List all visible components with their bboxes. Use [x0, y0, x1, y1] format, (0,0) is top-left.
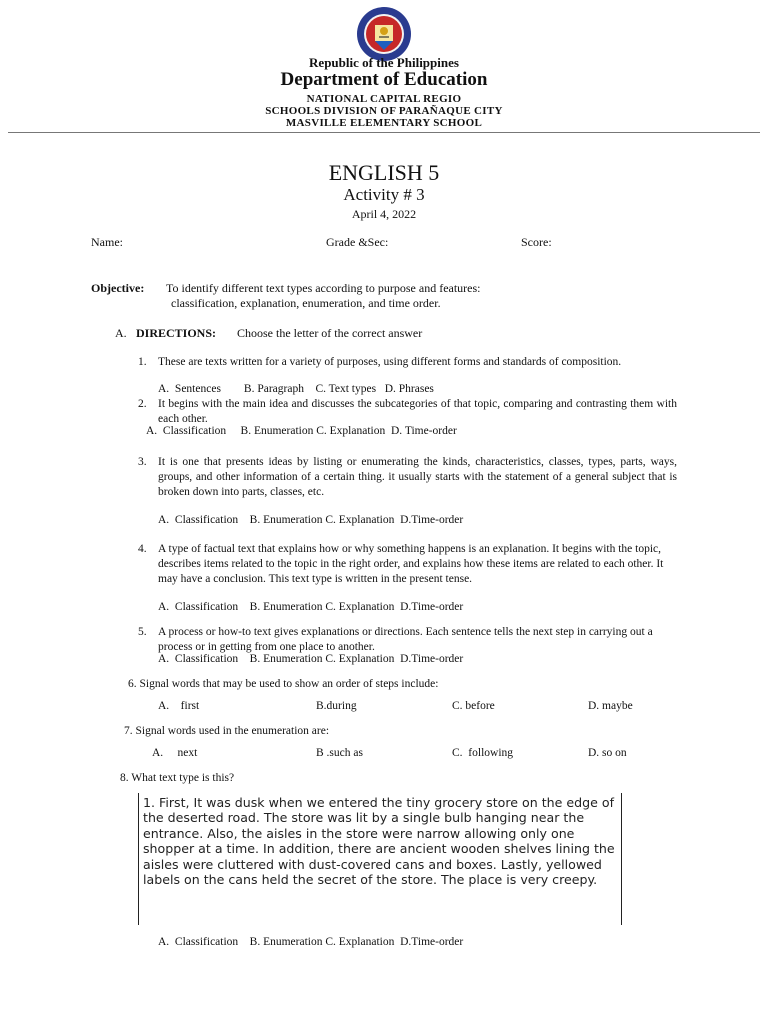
option-c: C. following	[452, 747, 514, 759]
page-title: ENGLISH 5	[328, 160, 440, 185]
name-field-label: Name:	[91, 235, 123, 249]
option-a: A. next	[152, 747, 198, 759]
division-line: SCHOOLS DIVISION OF PARAÑAQUE CITY	[265, 105, 503, 117]
passage-box: 1. First, It was dusk when we entered the tiny grocery store on the edge of the deserted road. The store was lit by a single bulb hanging near the entrance. Also, the aisles in the store were narrow allowing only one shopper at a time. In addition, there are ancient wooden shelves lining the aisles were cluttered with dust-covered cans and boxes. Lastly, yellowed labels on the cans held the secret of the store. The place is very creepy.	[138, 793, 622, 925]
option-b: B .such as	[316, 747, 363, 759]
answer-options: A. Classification B. Enumeration C. Explanation D.Time-order	[158, 601, 464, 613]
question-text: It is one that presents ideas by listing or enumerating the kinds, characteristics, classes, types, parts, ways, groups, and other information of a certain thing. it usually starts with the statement of a general subject that is broken down into parts, classes, etc.	[158, 456, 677, 498]
answer-options: A. Sentences B. Paragraph C. Text types D. Phrases	[158, 383, 434, 395]
question-number: 1.	[138, 356, 147, 368]
directions-label: DIRECTIONS:	[136, 326, 217, 340]
option-b: B.during	[316, 700, 357, 712]
department-name: Department of Education	[280, 69, 488, 90]
directions-marker: A.	[115, 326, 127, 340]
grade-field-label: Grade &Sec:	[326, 235, 389, 249]
answer-options: A. Classification B. Enumeration C. Explanation D.Time-order	[158, 514, 464, 526]
question-text: A type of factual text that explains how or why something happens is an explanation. It begins with the topic, describes items related to the topic in the right order, and explains how these items are related to each other. It may have a conclusion. This text type is written in the present tense.	[158, 543, 664, 585]
activity-label: Activity # 3	[343, 185, 425, 204]
republic-line: Republic of the Philippines	[309, 55, 459, 70]
question-text: It begins with the main idea and discusses the subcategories of that topic, comparing and contrasting them with each other.	[158, 398, 677, 425]
question-number: 5.	[138, 626, 147, 638]
question-number: 2.	[138, 398, 147, 410]
question-text: These are texts written for a variety of purposes, using different forms and standards of composition.	[158, 356, 622, 368]
option-c: C. before	[452, 700, 495, 712]
directions-text: Choose the letter of the correct answer	[237, 326, 423, 340]
question-text: 6. Signal words that may be used to show an order of steps include:	[128, 678, 439, 690]
school-line: MASVILLE ELEMENTARY SCHOOL	[285, 117, 483, 129]
activity-date: April 4, 2022	[351, 207, 417, 221]
option-d: D. maybe	[588, 700, 633, 712]
objective-text-line1: To identify different text types according to purpose and features:	[166, 281, 481, 295]
answer-options: A. Classification B. Enumeration C. Explanation D. Time-order	[146, 425, 457, 437]
question-text: 7. Signal words used in the enumeration are:	[124, 725, 330, 737]
question-text: 8. What text type is this?	[120, 772, 235, 784]
question-text: A process or how-to text gives explanations or directions. Each sentence tells the next step in carrying out a process or in getting from one place to another.	[158, 626, 653, 653]
question-number: 4.	[138, 543, 147, 555]
objective-label: Objective:	[91, 281, 145, 295]
header-divider	[8, 132, 760, 133]
deped-seal-logo	[356, 6, 412, 62]
option-a: A. first	[158, 700, 200, 712]
answer-options: A. Classification B. Enumeration C. Explanation D.Time-order	[158, 936, 464, 948]
region-line: NATIONAL CAPITAL REGIO	[306, 93, 462, 105]
answer-options: A. Classification B. Enumeration C. Explanation D.Time-order	[158, 653, 464, 665]
score-field-label: Score:	[521, 235, 552, 249]
question-number: 3.	[138, 456, 147, 468]
option-d: D. so on	[588, 747, 627, 759]
objective-text-line2: classification, explanation, enumeration, and time order.	[171, 296, 441, 310]
